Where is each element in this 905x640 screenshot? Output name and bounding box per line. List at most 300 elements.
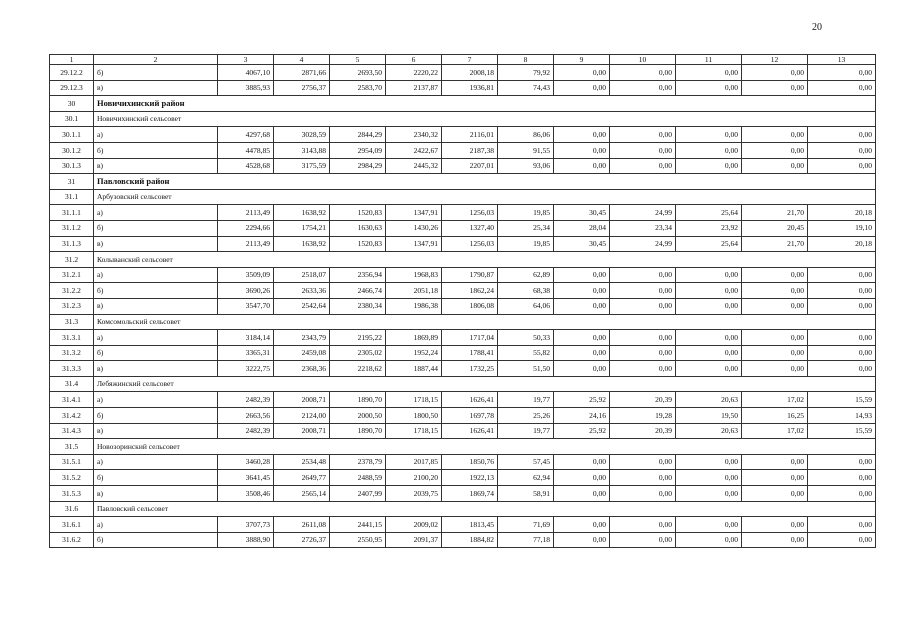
table-cell: 0,00	[554, 330, 610, 346]
row-code: 31	[50, 174, 94, 190]
council-row	[50, 439, 876, 455]
council-row	[50, 314, 876, 330]
table-cell: 0,00	[610, 158, 676, 174]
row-variant: б)	[94, 220, 218, 236]
column-header: 7	[442, 55, 498, 65]
table-cell: 0,00	[808, 470, 876, 486]
table-row	[50, 298, 876, 314]
table-cell: 0,00	[742, 298, 808, 314]
table-cell: 2091,37	[386, 532, 442, 548]
table-cell: 28,04	[554, 220, 610, 236]
table-cell: 0,00	[808, 298, 876, 314]
table-cell: 19,28	[610, 408, 676, 424]
table-cell: 1790,87	[442, 267, 498, 283]
table-cell: 1732,25	[442, 361, 498, 377]
table-cell: 57,45	[498, 454, 554, 470]
table-cell: 0,00	[676, 454, 742, 470]
table-cell: 0,00	[742, 517, 808, 533]
table-cell: 0,00	[676, 127, 742, 143]
table-cell: 0,00	[676, 517, 742, 533]
district-title: Павловский район	[94, 174, 876, 190]
table-cell: 0,00	[742, 486, 808, 502]
table-cell: 2482,39	[218, 392, 274, 408]
table-cell: 0,00	[742, 142, 808, 158]
table-row	[50, 454, 876, 470]
row-code: 31.2.3	[50, 298, 94, 314]
table-cell: 0,00	[676, 267, 742, 283]
table-cell: 1754,21	[274, 220, 330, 236]
column-header: 9	[554, 55, 610, 65]
column-header: 2	[94, 55, 218, 65]
table-cell: 3641,45	[218, 470, 274, 486]
table-cell: 3509,09	[218, 267, 274, 283]
table-cell: 2294,66	[218, 220, 274, 236]
table-cell: 0,00	[554, 267, 610, 283]
table-row	[50, 267, 876, 283]
table-cell: 2207,01	[442, 158, 498, 174]
table-cell: 4067,10	[218, 65, 274, 81]
district-title: Новичихинский район	[94, 96, 876, 112]
row-code: 31.2	[50, 252, 94, 268]
table-cell: 0,00	[676, 532, 742, 548]
table-cell: 0,00	[742, 470, 808, 486]
table-cell: 24,99	[610, 236, 676, 252]
table-cell: 2017,85	[386, 454, 442, 470]
table-cell: 15,59	[808, 423, 876, 439]
table-cell: 2649,77	[274, 470, 330, 486]
table-cell: 0,00	[676, 65, 742, 81]
table-cell: 2542,64	[274, 298, 330, 314]
table-cell: 2441,15	[330, 517, 386, 533]
table-cell: 25,26	[498, 408, 554, 424]
district-row	[50, 174, 876, 190]
table-cell: 91,55	[498, 142, 554, 158]
table-cell: 0,00	[808, 127, 876, 143]
table-cell: 86,06	[498, 127, 554, 143]
table-cell: 0,00	[554, 80, 610, 96]
table-cell: 2466,74	[330, 283, 386, 299]
table-cell: 0,00	[676, 330, 742, 346]
table-cell: 17,02	[742, 392, 808, 408]
table-cell: 58,91	[498, 486, 554, 502]
table-cell: 1952,24	[386, 345, 442, 361]
table-cell: 0,00	[808, 361, 876, 377]
row-variant: в)	[94, 423, 218, 439]
row-variant: б)	[94, 408, 218, 424]
table-cell: 0,00	[554, 517, 610, 533]
table-cell: 3365,31	[218, 345, 274, 361]
table-cell: 0,00	[610, 65, 676, 81]
row-variant: в)	[94, 361, 218, 377]
table-cell: 20,18	[808, 205, 876, 221]
table-cell: 2459,08	[274, 345, 330, 361]
row-code: 31.4	[50, 376, 94, 392]
table-cell: 3143,88	[274, 142, 330, 158]
table-cell: 0,00	[610, 298, 676, 314]
table-cell: 0,00	[676, 361, 742, 377]
table-cell: 0,00	[808, 532, 876, 548]
table-cell: 1256,03	[442, 236, 498, 252]
row-variant: а)	[94, 127, 218, 143]
table-cell: 20,39	[610, 423, 676, 439]
table-cell: 2113,49	[218, 236, 274, 252]
table-cell: 25,92	[554, 392, 610, 408]
table-cell: 2422,67	[386, 142, 442, 158]
table-cell: 2008,18	[442, 65, 498, 81]
row-variant: а)	[94, 517, 218, 533]
table-cell: 64,06	[498, 298, 554, 314]
row-variant: б)	[94, 345, 218, 361]
table-cell: 0,00	[808, 80, 876, 96]
council-row	[50, 252, 876, 268]
tariff-table	[49, 54, 876, 548]
table-cell: 62,89	[498, 267, 554, 283]
table-row	[50, 486, 876, 502]
table-cell: 4297,68	[218, 127, 274, 143]
table-cell: 19,77	[498, 392, 554, 408]
table-cell: 0,00	[742, 454, 808, 470]
row-variant: в)	[94, 298, 218, 314]
table-cell: 19,10	[808, 220, 876, 236]
table-row	[50, 330, 876, 346]
table-cell: 0,00	[554, 65, 610, 81]
table-cell: 1968,83	[386, 267, 442, 283]
table-cell: 0,00	[742, 330, 808, 346]
table-cell: 20,63	[676, 392, 742, 408]
table-cell: 0,00	[554, 298, 610, 314]
table-cell: 0,00	[676, 142, 742, 158]
table-cell: 2534,48	[274, 454, 330, 470]
column-header: 12	[742, 55, 808, 65]
table-cell: 1806,08	[442, 298, 498, 314]
table-cell: 74,43	[498, 80, 554, 96]
table-cell: 23,34	[610, 220, 676, 236]
row-code: 31.3	[50, 314, 94, 330]
table-cell: 0,00	[610, 470, 676, 486]
row-code: 31.3.2	[50, 345, 94, 361]
table-cell: 20,63	[676, 423, 742, 439]
table-cell: 2611,08	[274, 517, 330, 533]
council-title: Лебяжинский сельсовет	[94, 376, 876, 392]
table-cell: 2407,99	[330, 486, 386, 502]
table-cell: 0,00	[808, 345, 876, 361]
table-row	[50, 361, 876, 377]
table-cell: 0,00	[808, 267, 876, 283]
table-cell: 0,00	[676, 298, 742, 314]
table-cell: 0,00	[610, 142, 676, 158]
table-cell: 1922,13	[442, 470, 498, 486]
table-cell: 1626,41	[442, 423, 498, 439]
table-cell: 2583,70	[330, 80, 386, 96]
table-cell: 0,00	[676, 158, 742, 174]
district-row	[50, 96, 876, 112]
table-cell: 2633,36	[274, 283, 330, 299]
table-cell: 2195,22	[330, 330, 386, 346]
table-cell: 2124,00	[274, 408, 330, 424]
table-cell: 25,64	[676, 205, 742, 221]
table-cell: 2844,29	[330, 127, 386, 143]
table-cell: 79,92	[498, 65, 554, 81]
row-code: 30.1.3	[50, 158, 94, 174]
column-header: 5	[330, 55, 386, 65]
table-cell: 2220,22	[386, 65, 442, 81]
table-cell: 1813,45	[442, 517, 498, 533]
row-code: 31.1.2	[50, 220, 94, 236]
row-code: 31.5	[50, 439, 94, 455]
table-cell: 14,93	[808, 408, 876, 424]
table-cell: 2984,29	[330, 158, 386, 174]
table-cell: 0,00	[808, 158, 876, 174]
table-cell: 0,00	[610, 80, 676, 96]
table-cell: 1884,82	[442, 532, 498, 548]
table-cell: 2518,07	[274, 267, 330, 283]
row-code: 30.1.1	[50, 127, 94, 143]
row-code: 31.5.2	[50, 470, 94, 486]
table-cell: 0,00	[610, 454, 676, 470]
table-cell: 25,34	[498, 220, 554, 236]
table-cell: 2000,50	[330, 408, 386, 424]
table-cell: 0,00	[610, 127, 676, 143]
table-cell: 0,00	[554, 486, 610, 502]
table-cell: 2137,87	[386, 80, 442, 96]
table-row	[50, 220, 876, 236]
table-cell: 25,64	[676, 236, 742, 252]
table-cell: 1986,38	[386, 298, 442, 314]
table-cell: 0,00	[554, 142, 610, 158]
table-cell: 68,38	[498, 283, 554, 299]
table-cell: 2368,36	[274, 361, 330, 377]
council-title: Комсомольский сельсовет	[94, 314, 876, 330]
row-code: 31.2.2	[50, 283, 94, 299]
council-title: Новозоринский сельсовет	[94, 439, 876, 455]
table-cell: 1936,81	[442, 80, 498, 96]
table-cell: 71,69	[498, 517, 554, 533]
row-code: 29.12.2	[50, 65, 94, 81]
row-code: 31.6.2	[50, 532, 94, 548]
table-cell: 19,77	[498, 423, 554, 439]
table-cell: 2565,14	[274, 486, 330, 502]
table-cell: 20,45	[742, 220, 808, 236]
table-cell: 0,00	[808, 517, 876, 533]
row-code: 31.1.3	[50, 236, 94, 252]
table-cell: 0,00	[808, 142, 876, 158]
table-cell: 24,99	[610, 205, 676, 221]
page-number: 20	[812, 22, 822, 33]
table-cell: 1862,24	[442, 283, 498, 299]
table-cell: 2008,71	[274, 392, 330, 408]
table-cell: 1788,41	[442, 345, 498, 361]
table-row	[50, 392, 876, 408]
table-cell: 21,70	[742, 205, 808, 221]
table-cell: 2871,66	[274, 65, 330, 81]
table-cell: 3707,73	[218, 517, 274, 533]
table-row	[50, 408, 876, 424]
column-header: 13	[808, 55, 876, 65]
column-header: 4	[274, 55, 330, 65]
row-code: 31.6.1	[50, 517, 94, 533]
table-cell: 2340,32	[386, 127, 442, 143]
table-cell: 0,00	[554, 127, 610, 143]
table-cell: 1347,91	[386, 236, 442, 252]
table-cell: 55,82	[498, 345, 554, 361]
table-cell: 2343,79	[274, 330, 330, 346]
row-variant: а)	[94, 454, 218, 470]
table-cell: 2482,39	[218, 423, 274, 439]
column-header: 1	[50, 55, 94, 65]
table-cell: 0,00	[742, 345, 808, 361]
table-cell: 20,39	[610, 392, 676, 408]
table-cell: 3547,70	[218, 298, 274, 314]
table-cell: 0,00	[742, 80, 808, 96]
table-cell: 2039,75	[386, 486, 442, 502]
table-cell: 2305,02	[330, 345, 386, 361]
table-cell: 0,00	[742, 65, 808, 81]
row-code: 30	[50, 96, 94, 112]
table-cell: 1638,92	[274, 236, 330, 252]
table-cell: 0,00	[742, 158, 808, 174]
table-cell: 1697,78	[442, 408, 498, 424]
table-cell: 3184,14	[218, 330, 274, 346]
table-cell: 23,92	[676, 220, 742, 236]
row-code: 31.3.1	[50, 330, 94, 346]
table-cell: 51,50	[498, 361, 554, 377]
council-row	[50, 376, 876, 392]
row-variant: в)	[94, 486, 218, 502]
table-cell: 62,94	[498, 470, 554, 486]
table-cell: 19,50	[676, 408, 742, 424]
table-cell: 3508,46	[218, 486, 274, 502]
row-code: 31.2.1	[50, 267, 94, 283]
table-cell: 1869,74	[442, 486, 498, 502]
table-cell: 2550,95	[330, 532, 386, 548]
table-cell: 0,00	[676, 80, 742, 96]
row-variant: в)	[94, 158, 218, 174]
row-code: 31.4.2	[50, 408, 94, 424]
table-row	[50, 142, 876, 158]
row-code: 31.4.1	[50, 392, 94, 408]
table-cell: 0,00	[610, 517, 676, 533]
table-cell: 3690,26	[218, 283, 274, 299]
table-cell: 4478,85	[218, 142, 274, 158]
row-variant: а)	[94, 205, 218, 221]
table-row	[50, 65, 876, 81]
table-cell: 3885,93	[218, 80, 274, 96]
table-cell: 30,45	[554, 205, 610, 221]
row-variant: б)	[94, 470, 218, 486]
column-header: 8	[498, 55, 554, 65]
table-cell: 2008,71	[274, 423, 330, 439]
table-cell: 0,00	[554, 532, 610, 548]
row-code: 30.1.2	[50, 142, 94, 158]
row-code: 31.1	[50, 189, 94, 205]
table-cell: 2051,18	[386, 283, 442, 299]
row-code: 31.6	[50, 501, 94, 517]
table-cell: 0,00	[610, 486, 676, 502]
column-header: 3	[218, 55, 274, 65]
table-cell: 0,00	[554, 454, 610, 470]
council-title: Новичихинский сельсовет	[94, 111, 876, 127]
table-cell: 30,45	[554, 236, 610, 252]
table-cell: 1430,26	[386, 220, 442, 236]
table-cell: 3175,59	[274, 158, 330, 174]
table-cell: 1347,91	[386, 205, 442, 221]
table-cell: 0,00	[808, 486, 876, 502]
table-cell: 0,00	[610, 330, 676, 346]
row-variant: б)	[94, 532, 218, 548]
table-cell: 3460,28	[218, 454, 274, 470]
column-header: 11	[676, 55, 742, 65]
table-cell: 0,00	[808, 454, 876, 470]
table-cell: 19,85	[498, 236, 554, 252]
table-cell: 2726,37	[274, 532, 330, 548]
table-cell: 0,00	[742, 127, 808, 143]
table-cell: 15,59	[808, 392, 876, 408]
table-cell: 0,00	[610, 283, 676, 299]
table-cell: 0,00	[742, 283, 808, 299]
table-cell: 25,92	[554, 423, 610, 439]
table-row	[50, 283, 876, 299]
table-row	[50, 470, 876, 486]
table-cell: 0,00	[808, 65, 876, 81]
table-row	[50, 423, 876, 439]
table-cell: 2954,09	[330, 142, 386, 158]
row-code: 31.3.3	[50, 361, 94, 377]
table-cell: 3028,59	[274, 127, 330, 143]
council-row	[50, 189, 876, 205]
row-variant: б)	[94, 65, 218, 81]
table-cell: 0,00	[610, 532, 676, 548]
table-cell: 1890,70	[330, 392, 386, 408]
table-cell: 2663,56	[218, 408, 274, 424]
table-cell: 2218,62	[330, 361, 386, 377]
table-cell: 1626,41	[442, 392, 498, 408]
table-cell: 4528,68	[218, 158, 274, 174]
table-cell: 0,00	[554, 470, 610, 486]
row-code: 31.5.1	[50, 454, 94, 470]
table-cell: 1718,15	[386, 392, 442, 408]
table-cell: 0,00	[554, 158, 610, 174]
table-cell: 2113,49	[218, 205, 274, 221]
table-cell: 20,18	[808, 236, 876, 252]
row-variant: а)	[94, 330, 218, 346]
table-cell: 0,00	[554, 361, 610, 377]
table-cell: 1717,04	[442, 330, 498, 346]
council-title: Павловский сельсовет	[94, 501, 876, 517]
table-cell: 2009,02	[386, 517, 442, 533]
table-cell: 1256,03	[442, 205, 498, 221]
table-cell: 17,02	[742, 423, 808, 439]
table-cell: 0,00	[610, 361, 676, 377]
table-cell: 19,85	[498, 205, 554, 221]
table-cell: 50,33	[498, 330, 554, 346]
table-cell: 3222,75	[218, 361, 274, 377]
table-row	[50, 345, 876, 361]
table-cell: 0,00	[554, 283, 610, 299]
table-cell: 2356,94	[330, 267, 386, 283]
table-cell: 0,00	[676, 486, 742, 502]
table-cell: 0,00	[676, 345, 742, 361]
table-cell: 0,00	[676, 470, 742, 486]
table-cell: 2116,01	[442, 127, 498, 143]
table-cell: 24,16	[554, 408, 610, 424]
table-cell: 93,06	[498, 158, 554, 174]
table-cell: 0,00	[742, 361, 808, 377]
table-cell: 3888,90	[218, 532, 274, 548]
council-title: Колыванский сельсовет	[94, 252, 876, 268]
table-row	[50, 127, 876, 143]
row-code: 29.12.3	[50, 80, 94, 96]
council-row	[50, 501, 876, 517]
